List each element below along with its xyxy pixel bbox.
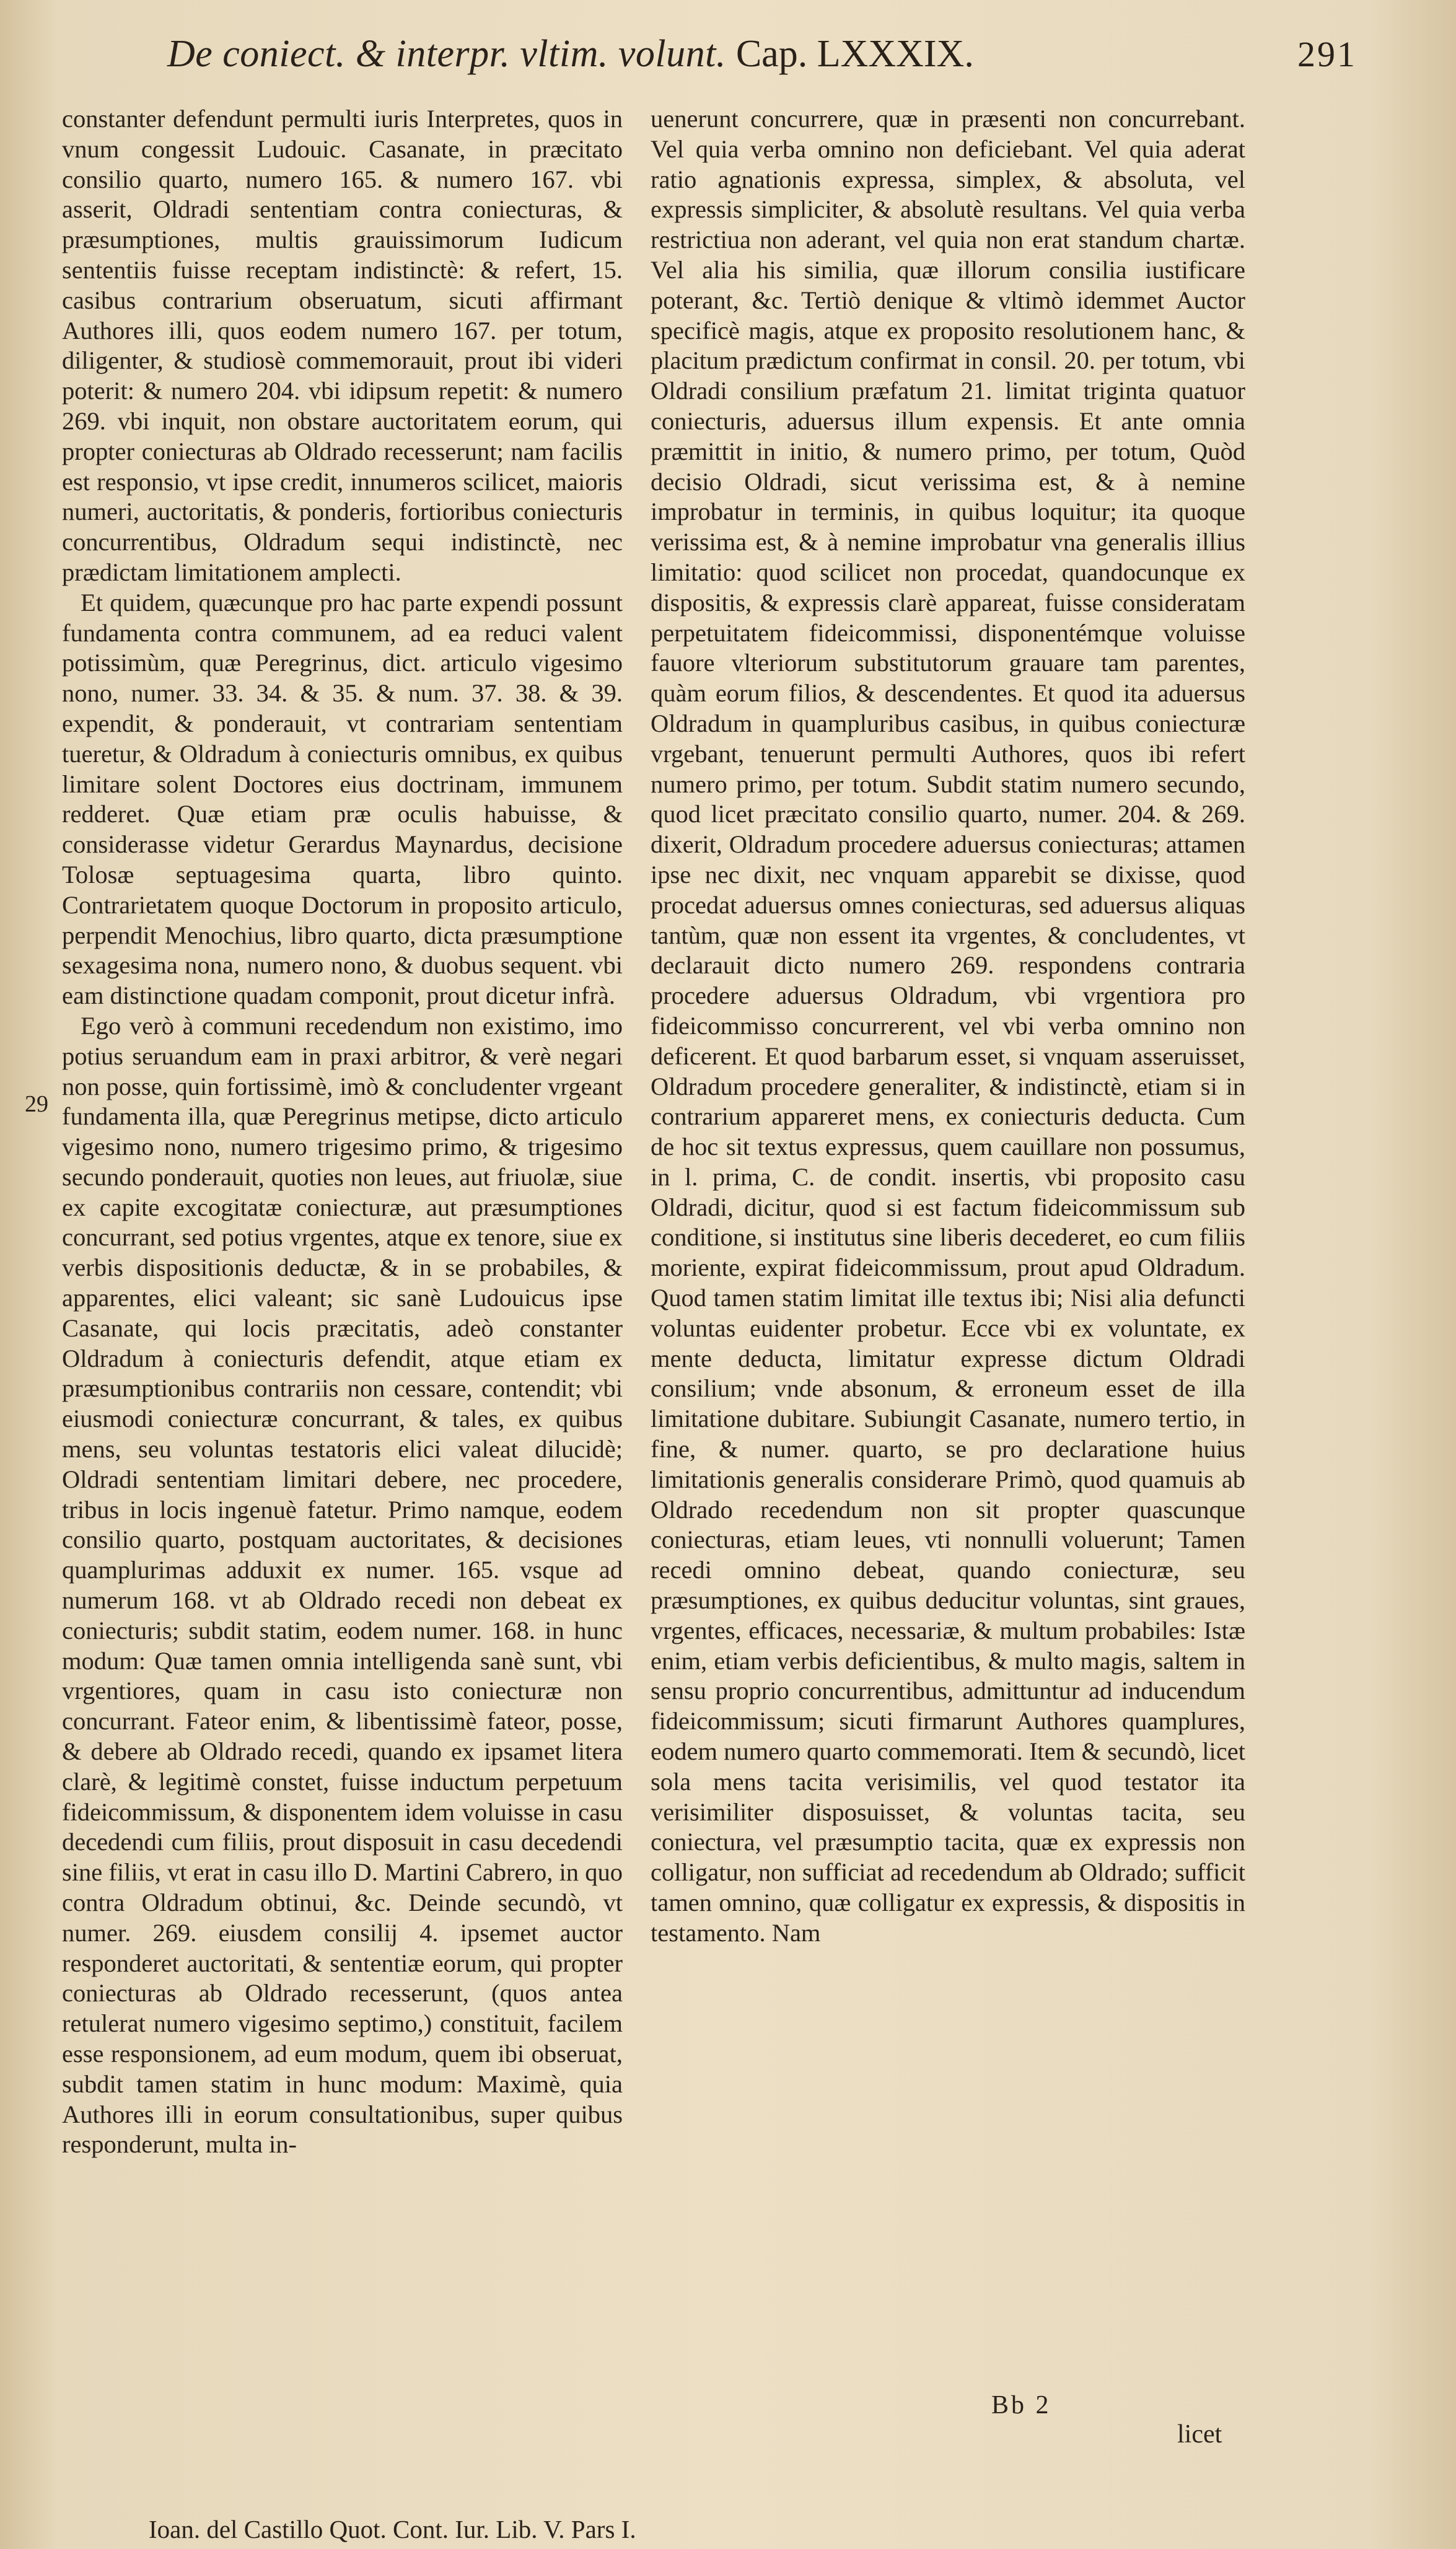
footer-imprint: Ioan. del Castillo Quot. Cont. Iur. Lib. V. Pars I. — [149, 2515, 636, 2543]
paragraph: Et quidem, quæcunque pro hac parte expendi possunt fundamenta contra communem, ad ea reduci valent potissimùm, quæ Peregrinus, dict. articulo vigesimo nono, numer. 33. 34. & 35. & num. 37. 38. & 39. expendit, & ponderauit, vt contrariam sententiam tueretur, & Oldradum à coniecturis omnibus, ex quibus limitare solent Doctores eius doctrinam, immunem redderet. Quæ etiam præ oculis habuisse, & considerasse videtur Gerardus Maynardus, decisione Tolosæ septuagesima quarta, libro quinto. Contrarietatem quoque Doctorum in proposito articulo, perpendit Menochius, libro quarto, dicta præsumptione sexagesima nona, numero nono, & duobus sequent. vbi eam distinctione quadam componit, prout dicetur infrà. — [62, 588, 623, 1010]
page-number: 291 — [1297, 34, 1357, 74]
running-title: De coniect. & interpr. vltim. volunt. — [167, 33, 726, 75]
paragraph: Ego verò à communi recedendum non existimo, imo potius seruandum eam in praxi arbitror, & verè negari non posse, quin fortissimè, imò & concludenter vrgeant fundamenta illa, quæ Peregrinus metipse, dicto articulo vigesimo nono, numero trigesimo primo, & trigesimo secundo ponderauit, quoties non leues, aut friuolæ, siue ex capite excogitatæ coniecturæ, aut præsumptiones concurrant, sed potius vrgentes, atque ex tenore, siue ex verbis dispositionis deductæ, & in se probabiles, & apparentes, elici valeant; sic sanè Ludouicus ipse Casanate, qui locis præcitatis, adeò constanter Oldradum à coniecturis defendit, atque etiam ex præsumptionibus contrariis non cessare, contendit; vbi eiusmodi coniecturæ concurrant, & tales, ex quibus mens, seu voluntas testatoris elici valeat dilucidè; Oldradi sententiam limitari debere, nec procedere, tribus in locis ingenuè fatetur. Primo namque, eodem consilio quarto, postquam auctoritates, & decisiones quamplurimas adduxit ex numer. 165. vsque ad numerum 168. vt ab Oldrado recedi non debeat ex coniecturis; subdit statim, eodem numer. 168. in hunc modum: Quæ tamen omnia intelligenda sanè sunt, vbi vrgentiores, quam in casu isto coniecturæ non concurrant. Fateor enim, & libentissimè fateor, posse, & debere ab Oldrado recedi, quando ex ipsamet litera clarè, & legitimè constet, fuisse inductum perpetuum fideicommissum, & disponentem idem voluisse in casu decedendi cum filiis, prout disposuit in casu decedendi sine filiis, vt erat in casu illo D. Martini Cabrero, in quo contra Oldradum obtinui, &c. Deinde secundò, vt numer. 269. eiusdem consilij 4. ipsemet auctor responderet auctoritati, & sententiæ eorum, qui propter coniecturas ab Oldrado recesserunt, (quos antea retulerat numero vigesimo septimo,) constituit, facilem esse responsionem, ad eum modum, quem ibi obseruat, subdit tamen statim in hunc modum: Maximè, quia Authores illi in eorum consultationibus, super quibus responderunt, multa in- — [62, 1011, 623, 2159]
paragraph: uenerunt concurrere, quæ in præsenti non concurrebant. Vel quia verba omnino non deficiebant. Vel quia aderat ratio agnationis expressa, simplex, & absoluta, vel expressis simpliciter, & absolutè resultans. Vel quia verba restrictiua non aderant, vel quia non erat standum chartæ. Vel alia his similia, quæ illorum consilia iustificare poterant, &c. Tertiò denique & vltimò idemmet Auctor specificè magis, atque ex proposito resolutionem hanc, & placitum prædictum confirmat in consil. 20. per totum, vbi Oldradi consilium præfatum 21. limitat triginta quatuor coniecturis, aduersus illum expensis. Et ante omnia præmittit in initio, & numero primo, per totum, Quòd decisio Oldradi, sicut verissima est, & à nemine improbatur in terminis, in quibus loquitur; ita quoque verissima est, & à nemine improbatur vna generalis illius limitatio: quod scilicet non procedat, quandocunque ex dispositis, & expressis clarè appareat, fuisse consideratam perpetuitatem fideicommissi, disponentémque voluisse fauore vlteriorum substitutorum grauare tam parentes, quàm eorum filios, & descendentes. Et quod ita aduersus Oldradum in quampluribus casibus, in quibus coniecturæ vrgebant, tenuerunt permulti Authores, quos ibi refert numero primo, per totum. Subdit statim numero secundo, quod licet præcitato consilio quarto, numer. 204. & 269. dixerit, Oldradum procedere aduersus coniecturas; attamen ipse nec dixit, nec vnquam apparebit se dixisse, quod procedat aduersus omnes coniecturas, sed aduersus aliquas tantùm, quæ non essent ita vrgentes, & concludentes, vt declarauit dicto numero 269. respondens contraria procedere aduersus Oldradum, vbi vrgentiora pro fideicommisso concurrerent, vel vbi verba omnino non deficerent. Et quod barbarum esset, si vnquam asseruisset, Oldradum procedere generaliter, & indistinctè, etiam si in contrarium appareret mens, ex coniecturis deducta. Cum de hoc sit textus expressus, quem cauillare non possumus, in l. prima, C. de condit. insertis, vbi proposito casu Oldradi, dicitur, quod si est factum fideicommissum sub conditione, si institutus sine liberis decederet, eo cum filiis moriente, expirat fideicommissum, prout apud Oldradum. Quod tamen statim limitat ille textus ibi; Nisi alia defuncti voluntas euidenter probetur. Ecce vbi ex voluntate, ex mente deducta, limitatur expresse dictum Oldradi consilium; vnde absonum, & erroneum esset de illa limitatione dubitare. Subiungit Casanate, numero tertio, in fine, & numer. quarto, se pro declaratione huius limitationis generalis considerare Primò, quod quamuis ab Oldrado recedendum non sit propter quascunque coniecturas, etiam leues, vti nonnulli voluerunt; Tamen recedi omnino debeat, quando coniecturæ, seu præsumptiones, ex quibus deducitur voluntas, sint graues, vrgentes, efficaces, necessariæ, & multum probabiles: Istæ enim, etiam verbis deficientibus, & multo magis, saltem in sensu proprio concurrentibus, admittuntur ad inducendum fideicommissum; sicuti firmarunt Authores quamplures, eodem numero quarto commemorati. Item & secundò, licet sola mens tacita verisimilis, vel quod testator ita verisimiliter disposuisset, & voluntas tacita, seu coniectura, vel præsumptio tacita, quæ ex expressis non colligatur, non sufficiat ad recedendum ab Oldrado; sufficit tamen omnino, quæ colligatur ex expressis, & dispositis in testamento. Nam — [651, 105, 1245, 1947]
chapter-label: Cap. LXXXIX. — [735, 33, 974, 75]
catchword: licet — [1177, 2420, 1222, 2449]
paragraph: constanter defendunt permulti iuris Interpretes, quos in vnum congessit Ludouic. Casanate, in præcitato consilio quarto, numero 165. & numero 167. vbi asserit, Oldradi sententiam contra coniecturas, & præsumptiones, multis grauissimorum Iudicum sententiis fuisse receptam indistinctè: & refert, 15. casibus contrarium obseruatum, sicuti affirmant Authores illi, quos eodem numero 167. per totum, diligenter, & studiosè commemorauit, prout ibi videri poterit: & numero 204. vbi idipsum repetit: & numero 269. vbi inquit, non obstare auctoritatem eorum, qui propter coniecturas ab Oldrado recesserunt; nam facilis est responsio, vt ipse credit, innumeros scilicet, maioris numeri, auctoritatis, & ponderis, fortioribus coniecturis concurrentibus, Oldradum sequi indistinctè, nec prædictam limitationem amplecti. — [62, 105, 623, 586]
right-column — [651, 104, 1245, 1949]
margin-number: 29 — [25, 1091, 48, 1117]
running-header — [167, 32, 1357, 88]
left-column — [62, 104, 623, 2160]
signature-mark: Bb 2 — [991, 2391, 1051, 2420]
